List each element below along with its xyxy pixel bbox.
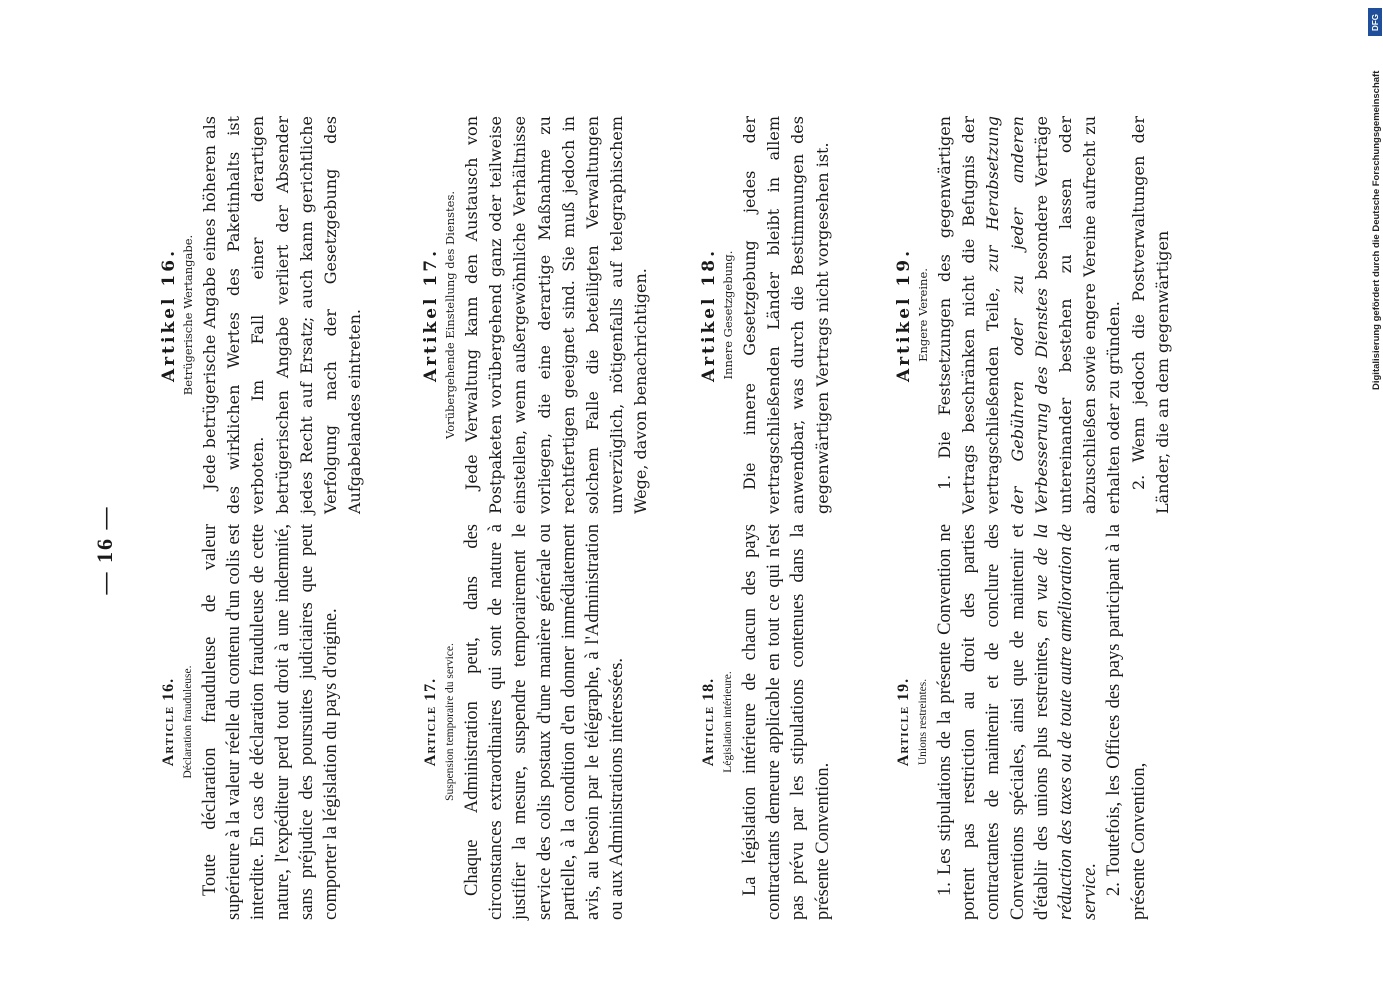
article-18-de [698,116,835,514]
dfg-logo-text: DFG [1370,13,1380,31]
article-body: Jede betrügerische Angabe eines höheren als des wirklichen Wertes des Paketinhalts ist verboten. Im Fall einer derartigen betrügerischen Angabe verliert der Absender jedes Recht auf Ersatz; auch kann gerichtliche Verfolgung nach der Gesetzgebung des Aufgabelandes eintreten. [200,116,365,514]
article-body: Chaque Administration peut, dans des circonstances extraordinaires qui sont de nature à justifier la mesure, suspendre temporairement le service des colis postaux d'une manière générale ou partielle, à la condition d'en donner immédiatement avis, au besoin par le télégraphe, à l'Administration ou aux Administrations intéressées. [462,524,628,920]
article-paragraph-2: 2. Wenn jedoch die Postverwaltungen der Länder, die an dem gegenwärtigen [1128,116,1172,514]
article-title: Article 19. [895,677,912,767]
article-17-fr [420,524,629,920]
article-paragraph-2: 2. Toutefois, les Offices des pays participant à la présente Convention, [1104,524,1149,920]
article-body: La législation intérieure de chacun des pays contractants demeure applicable en tout ce qui n'est pas prévu par les stipulations contenues dans la présente Convention. [740,524,833,920]
article-title: Artikel 16. [159,248,179,383]
article-paragraph-1 [933,524,1102,920]
paragraph-text: 1. Die Festsetzungen des gegenwärtigen Vertrags beschränken nicht die Befugnis der vertragschließenden Teile, [935,116,1003,514]
article-title: Article 17. [422,677,439,767]
digitization-credit [1370,10,1383,390]
article-title: Article 16. [160,677,177,767]
paragraph-text: 1. Les stipulations de la présente Convention ne portent pas restriction au droit des parties contractantes de maintenir et de conclure des Conventions spéciales, ainsi que de maintenir et d'établir des unions plus restreintes, [935,524,1052,920]
article-subtitle: Innere Gesetzgebung. [721,250,735,380]
article-title: Article 18. [700,677,717,767]
article-17-de [420,116,654,514]
digitization-credit-text: Digitalisierung gefördert durch die Deutsche Forschungsgemeinschaft [1371,70,1382,390]
article-paragraph-1 [933,116,1127,514]
article-title: Artikel 17. [421,248,441,383]
paragraph-italic-text: zur Herabsetzung der Gebühren oder zu jeder anderen Verbesserung des Dienstes [983,115,1051,514]
article-subtitle: Vorübergehende Einstellung des Dienstes. [443,190,457,440]
article-16-de [158,116,367,514]
paragraph-italic-text: en vue de la réduction des taxes ou de toute autre amélioration de service. [1031,523,1101,920]
article-subtitle: Suspension temporaire du service. [444,643,456,801]
rotated-page [92,100,1262,1000]
article-subtitle: Unions restreintes. [917,678,929,766]
article-subtitle: Engere Vereine. [916,268,930,362]
article-title: Artikel 19. [894,248,914,383]
page-number: — 16 — [92,505,117,595]
article-subtitle: Législation intérieure. [722,671,734,773]
article-16-fr [158,524,343,920]
article-19-fr [893,524,1151,920]
article-subtitle: Déclaration frauduleuse. [182,665,194,779]
article-body: Jede Verwaltung kann den Austausch von Postpaketen vorübergehend ganz oder teilweise einstellen, wenn außergewöhnliche Verhältnisse vorliegen, die eine derartige Maßnahme zu rechtfertigen geeignet sind. Sie muß jedoch in solchem Falle die beteiligten Verwaltungen unverzüglich, nötigenfalls auf telegraphischem Wege, davon benachrichtigen. [462,116,651,514]
article-18-fr [698,524,835,920]
article-subtitle: Betrügerische Wertangabe. [181,234,195,396]
article-body: Toute déclaration frauduleuse de valeur supérieure à la valeur réelle du contenu d'un colis est interdite. En cas de déclaration frauduleuse de cette nature, l'expéditeur perd tout droit à une indemnité, sans préjudice des poursuites judiciaires que peut comporter la législation du pays d'origine. [200,524,342,920]
article-19-de [893,116,1175,514]
article-body: Die innere Gesetzgebung jedes der vertragschließenden Länder bleibt in allem anwendbar, was durch die Bestimmungen des gegenwärtigen Vertrags nicht vorgesehen ist. [740,116,832,514]
article-title: Artikel 18. [699,248,719,383]
paragraph-text: besondere Verträge untereinander bestehen zu lassen oder abzuschließen sowie engere Vereine aufrecht zu erhalten oder zu gründen. [1031,116,1124,514]
